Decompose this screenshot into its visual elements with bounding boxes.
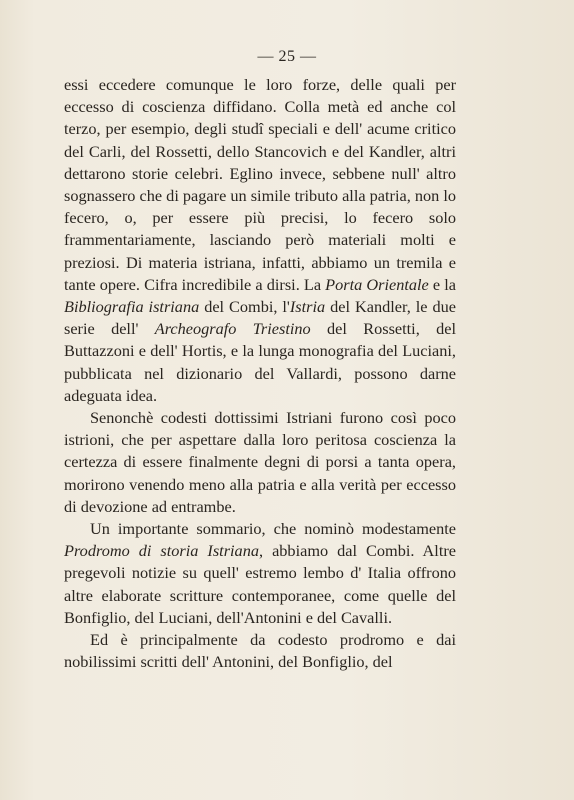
text-segment: del Kandler, le due serie dell' [64,297,456,339]
text-segment: essi eccedere comunque le loro forze, delle quali per eccesso di coscienza diffidano. Colla metà ed anche col terzo, per esempio, degli studî speciali e dell' acume critico del Carli, del Rossetti, dello Stancovich e del Kandler, altri dettarono storie celebri. Eglino invece, sebbene null' altro sognassero che di pagare un simile tributo alla patria, non lo fecero, o, per essere più precisi, lo fecero solo frammentariamente, lasciando però materiali molti e preziosi. Di materia istriana, infatti, abbiamo un tremila e tante opere. Cifra incredibile a dirsi. La [64,75,456,294]
text-segment: , abbiamo dal Combi. Altre pregevoli notizie su quell' estremo lembo d' Italia offrono altre elaborate scritture contemporanee, come quelle del Bonfiglio, del Luciani, dell'Antonini e del Cavalli. [64,541,456,627]
italic-title: Istria [289,297,326,317]
italic-title: Prodromo di storia Istriana [64,541,259,561]
italic-title: Porta Orientale [325,274,429,294]
paragraph [64,407,456,518]
text-segment: del Combi, l' [199,297,290,317]
text-segment: e la [428,274,456,294]
paragraph [64,629,456,673]
text-segment: Ed è principalmente da codesto prodromo e dai nobilissimi scritti dell' Antonini, del Bonfiglio, del [64,630,456,672]
body-text [64,74,456,673]
text-segment: del Rossetti, del Buttazzoni e dell' Hortis, e la lunga monografia del Luciani, pubblicata nel dizionario del Vallardi, possono darne adeguata idea. [64,319,456,405]
page-number: — 25 — [257,48,317,65]
paragraph [64,74,456,407]
text-segment: Un importante sommario, che nominò modestamente [90,519,456,539]
italic-title: Bibliografia istriana [64,297,200,317]
italic-title: Archeografo Triestino [154,319,311,339]
paragraph [64,518,456,629]
text-segment: Senonchè codesti dottissimi Istriani furono così poco istrioni, che per aspettare dalla loro peritosa coscienza la certezza di essere finalmente degni di porsi a tanta opera, morirono venendo meno alla patria e alla verità per eccesso di devozione ad entrambe. [64,408,456,516]
